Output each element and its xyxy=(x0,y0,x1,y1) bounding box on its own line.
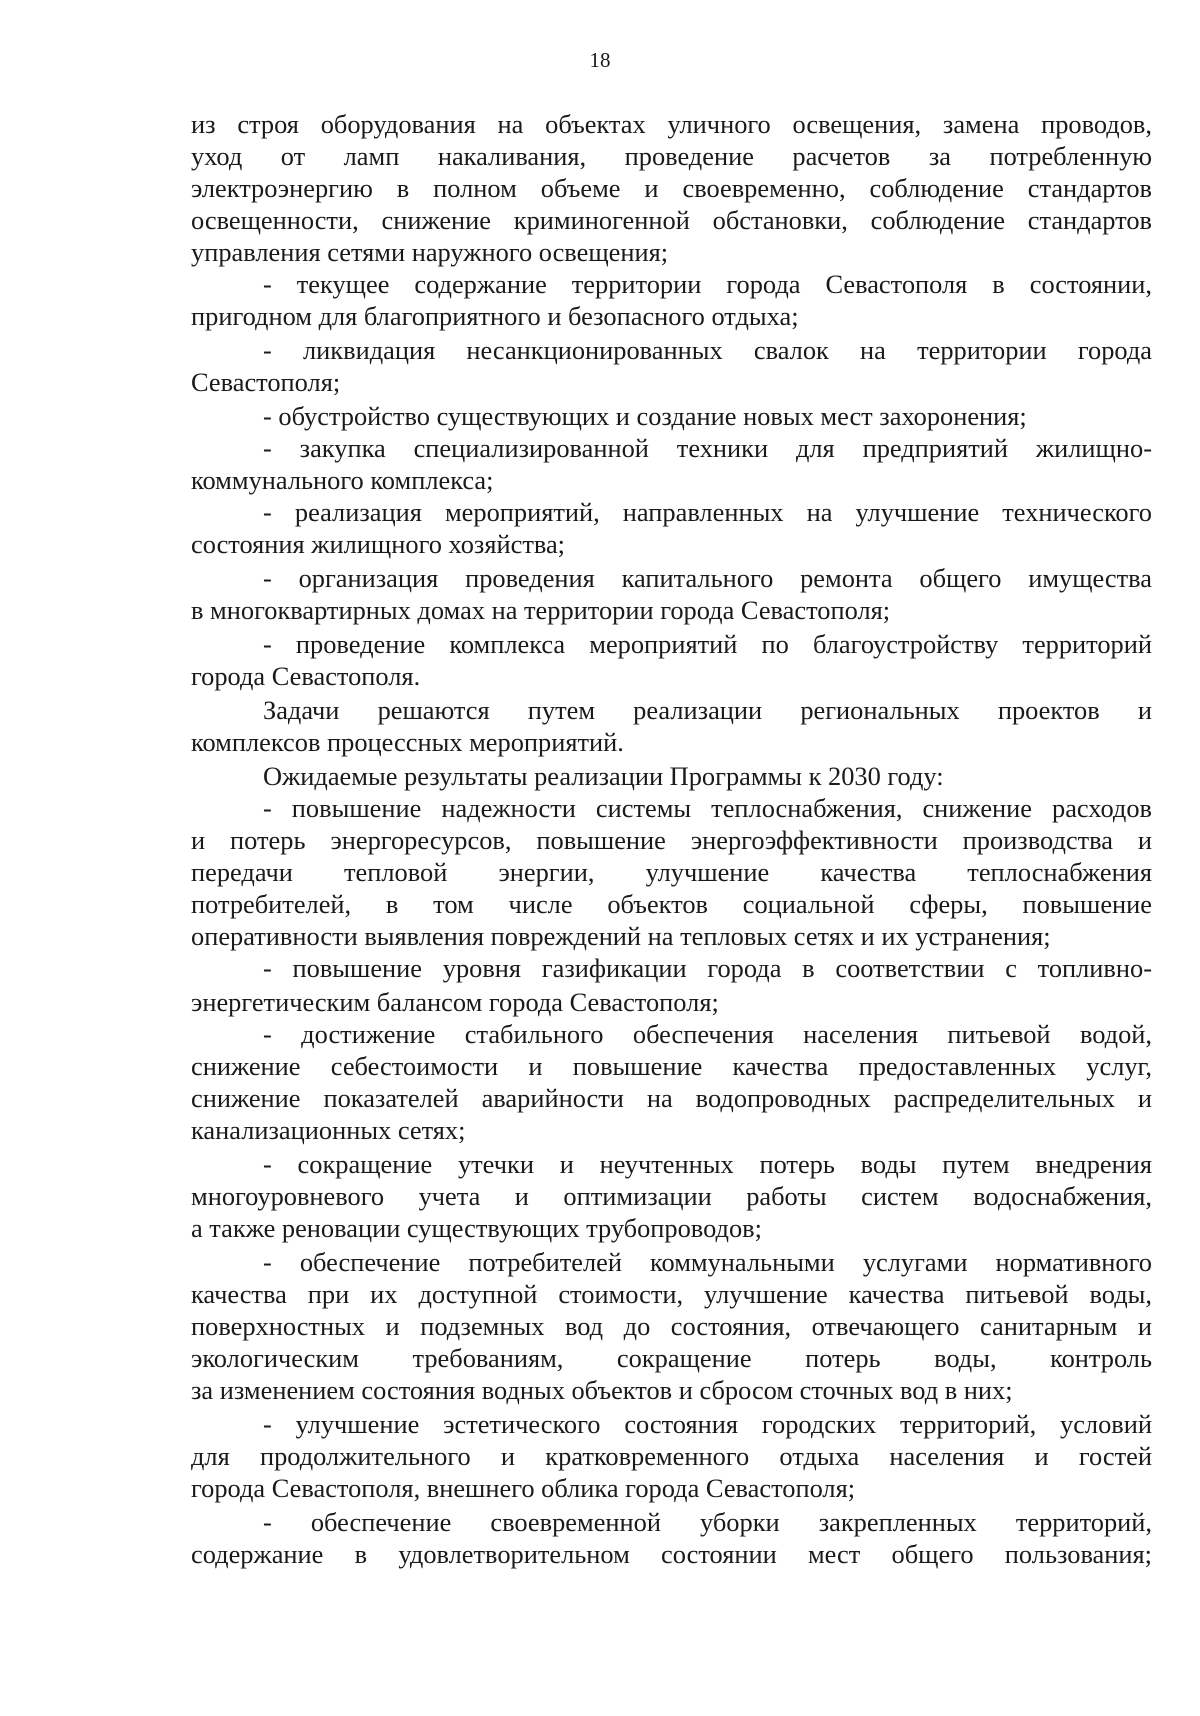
text-line: - достижение стабильного обеспечения населения питьевой водой, xyxy=(263,1019,1152,1049)
text-line: - реализация мероприятий, направленных на улучшение технического xyxy=(263,497,1152,527)
text-line: состояния жилищного хозяйства; xyxy=(191,529,566,559)
text-line: Ожидаемые результаты реализации Программы к 2030 году: xyxy=(263,761,944,791)
text-line: города Севастополя, внешнего облика города Севастополя; xyxy=(191,1473,856,1503)
text-line: - организация проведения капитального ремонта общего имущества xyxy=(263,563,1152,593)
text-line: - текущее содержание территории города Севастополя в состоянии, xyxy=(263,269,1152,299)
text-line: комплексов процессных мероприятий. xyxy=(191,727,624,757)
text-line: за изменением состояния водных объектов и сбросом сточных вод в них; xyxy=(191,1375,1013,1405)
text-line: в многоквартирных домах на территории города Севастополя; xyxy=(191,595,891,625)
text-line: освещенности, снижение криминогенной обстановки, соблюдение стандартов xyxy=(191,205,1152,235)
text-line: города Севастополя. xyxy=(191,661,421,691)
text-line: потребителей, в том числе объектов социальной сферы, повышение xyxy=(191,889,1152,919)
text-line: - обеспечение потребителей коммунальными услугами нормативного xyxy=(263,1247,1152,1277)
text-line: поверхностных и подземных вод до состояния, отвечающего санитарным и xyxy=(191,1311,1152,1341)
text-line: передачи тепловой энергии, улучшение качества теплоснабжения xyxy=(191,857,1152,887)
text-line: - улучшение эстетического состояния городских территорий, условий xyxy=(263,1409,1152,1439)
text-line: уход от ламп накаливания, проведение расчетов за потребленную xyxy=(191,141,1152,171)
text-line: - закупка специализированной техники для предприятий жилищно- xyxy=(263,433,1152,463)
text-line: оперативности выявления повреждений на тепловых сетях и их устранения; xyxy=(191,921,1051,951)
text-line: пригодном для благоприятного и безопасного отдыха; xyxy=(191,301,799,331)
text-line: управления сетями наружного освещения; xyxy=(191,237,669,267)
text-line: канализационных сетях; xyxy=(191,1115,466,1145)
text-line: Севастополя; xyxy=(191,367,341,397)
text-line: из строя оборудования на объектах уличного освещения, замена проводов, xyxy=(191,109,1152,139)
text-line: - обустройство существующих и создание новых мест захоронения; xyxy=(263,401,1027,431)
text-line: многоуровневого учета и оптимизации работы систем водоснабжения, xyxy=(191,1181,1152,1211)
text-line: - обеспечение своевременной уборки закрепленных территорий, xyxy=(263,1507,1152,1537)
text-line: энергетическим балансом города Севастополя; xyxy=(191,987,719,1017)
text-line: электроэнергию в полном объеме и своевременно, соблюдение стандартов xyxy=(191,173,1152,203)
text-line: - проведение комплекса мероприятий по благоустройству территорий xyxy=(263,629,1152,659)
text-line: Задачи решаются путем реализации региональных проектов и xyxy=(263,695,1152,725)
text-line: - сокращение утечки и неучтенных потерь воды путем внедрения xyxy=(263,1149,1152,1179)
text-line: содержание в удовлетворительном состоянии мест общего пользования; xyxy=(191,1539,1152,1569)
text-line: качества при их доступной стоимости, улучшение качества питьевой воды, xyxy=(191,1279,1152,1309)
text-line: снижение себестоимости и повышение качества предоставленных услуг, xyxy=(191,1051,1152,1081)
text-line: - повышение надежности системы теплоснабжения, снижение расходов xyxy=(263,793,1152,823)
text-line: - ликвидация несанкционированных свалок на территории города xyxy=(263,335,1152,365)
page-number: 18 xyxy=(589,48,611,72)
text-line: и потерь энергоресурсов, повышение энергоэффективности производства и xyxy=(191,825,1152,855)
text-line: снижение показателей аварийности на водопроводных распределительных и xyxy=(191,1083,1152,1113)
text-line: - повышение уровня газификации города в соответствии с топливно- xyxy=(263,953,1152,983)
text-line: для продолжительного и кратковременного отдыха населения и гостей xyxy=(191,1441,1152,1471)
text-line: коммунального комплекса; xyxy=(191,465,494,495)
text-line: экологическим требованиям, сокращение потерь воды, контроль xyxy=(191,1343,1152,1373)
text-line: а также реновации существующих трубопроводов; xyxy=(191,1213,762,1243)
